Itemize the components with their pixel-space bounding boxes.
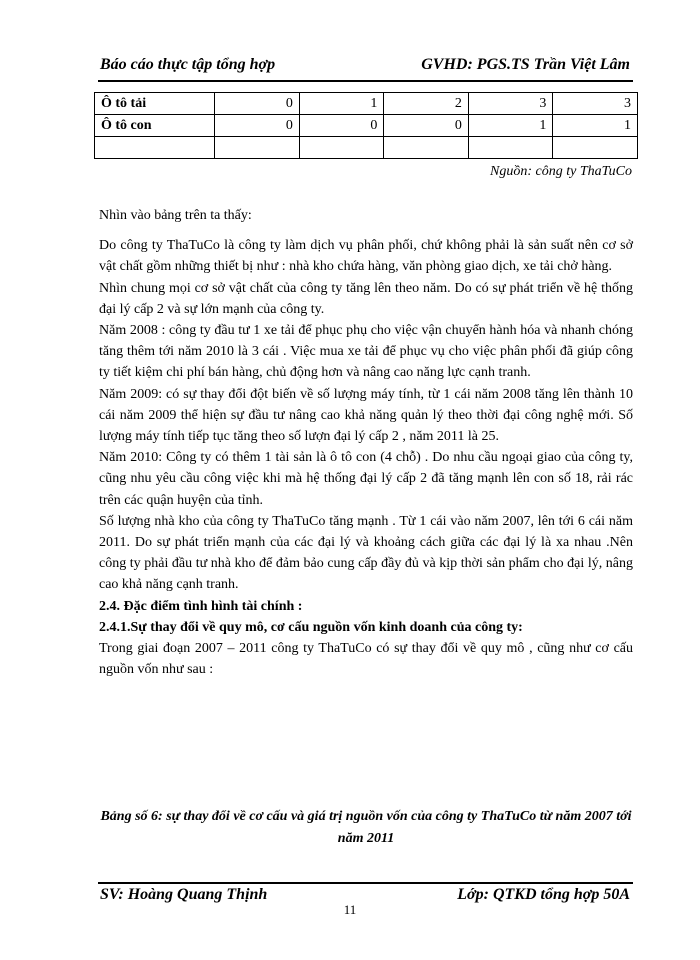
page-number: 11 bbox=[343, 902, 357, 917]
table-cell: 1 bbox=[553, 115, 638, 137]
header-supervisor: GVHD: PGS.TS Trần Việt Lâm bbox=[421, 56, 630, 73]
row-label: Ô tô con bbox=[95, 115, 215, 137]
table-cell: 1 bbox=[299, 93, 384, 115]
section-heading: 2.4. Đặc điểm tình hình tài chính : bbox=[99, 598, 303, 614]
table-row bbox=[95, 115, 638, 137]
footer-divider bbox=[98, 882, 633, 884]
paragraph: Năm 2010: Công ty có thêm 1 tài sản là ô tô con (4 chỗ) . Do nhu cầu ngoại giao của công ty, cũng nhu yêu cầu công việc khi mà hệ thống đại lý cấp 2 đã tăng mạnh lên con số 18, rải rác trên các quận huyện của tỉnh. bbox=[99, 450, 633, 508]
paragraph: Nhìn vào bảng trên ta thấy: bbox=[99, 208, 252, 223]
paragraph: Trong giai đoạn 2007 – 2011 công ty ThaTuCo có sự thay đổi về quy mô , cũng như cơ cấu nguồn vốn như sau : bbox=[99, 641, 633, 678]
table-cell: 0 bbox=[299, 115, 384, 137]
subsection-heading: 2.4.1.Sự thay đổi về quy mô, cơ cấu nguồn vốn kinh doanh của công ty: bbox=[99, 619, 523, 635]
table-row bbox=[95, 93, 638, 115]
table-cell bbox=[384, 137, 469, 159]
paragraph: Số lượng nhà kho của công ty ThaTuCo tăng mạnh . Từ 1 cái vào năm 2007, lên tới 6 cái năm 2011. Do sự phát triển mạnh của các đại lý và khoảng cách giữa các đại lý là xa nhau .Nên công ty phải đầu tư nhà kho để đảm bảo cung cấp đầy đủ và kịp thời sản phẩm cho đại lý, nâng cao khả năng cạnh tranh. bbox=[99, 513, 633, 593]
footer-class: Lớp: QTKD tổng hợp 50A bbox=[457, 886, 630, 903]
table-cell bbox=[299, 137, 384, 159]
row-label bbox=[95, 137, 215, 159]
paragraph: Năm 2009: có sự thay đổi đột biến về số lượng máy tính, từ 1 cái năm 2008 tăng lên thành 10 cái năm 2009 thể hiện sự đầu tư nâng cao khả năng quản lý theo thời đại công nghệ mới. Số lượng máy tính tiếp tục tăng theo số lượn đại lý cấp 2 , năm 2011 là 25. bbox=[99, 386, 633, 445]
paragraph: Do công ty ThaTuCo là công ty làm dịch vụ phân phối, chứ không phải là sản suất nên cơ sở vật chất gồm những thiết bị như : nhà kho chứa hàng, văn phòng giao dịch, xe tải chở hàng. bbox=[99, 238, 633, 275]
table-cell bbox=[468, 137, 553, 159]
table-cell bbox=[553, 137, 638, 159]
table-cell: 3 bbox=[468, 93, 553, 115]
row-label: Ô tô tải bbox=[95, 93, 215, 115]
paragraph: Năm 2008 : công ty đầu tư 1 xe tải để phục phụ cho việc vận chuyển hành hóa và nhanh chóng tăng thêm tới năm 2010 là 3 cái . Việc mua xe tải để phục vụ cho việc phân phối đã giúp công ty tiết kiệm chi phí bán hàng, chủ động hơn và nâng cao năng lực cạnh tranh. bbox=[99, 323, 633, 381]
table-cell: 3 bbox=[553, 93, 638, 115]
table-cell: 2 bbox=[384, 93, 469, 115]
table-cell bbox=[215, 137, 300, 159]
table-source: Nguồn: công ty ThaTuCo bbox=[490, 164, 632, 179]
footer-student: SV: Hoàng Quang Thịnh bbox=[100, 886, 268, 903]
table-cell: 0 bbox=[215, 115, 300, 137]
header-divider bbox=[98, 80, 633, 82]
table-cell: 1 bbox=[468, 115, 553, 137]
paragraph: Nhìn chung mọi cơ sở vật chất của công ty tăng lên theo năm. Do có sự phát triển về hệ thống đại lý cấp 2 và sự lớn mạnh của công ty. bbox=[99, 280, 633, 317]
table-caption: Bảng số 6: sự thay đổi về cơ cấu và giá trị nguồn vốn của công ty ThaTuCo từ năm 2007 tới năm 2011 bbox=[100, 809, 632, 846]
asset-table bbox=[94, 92, 638, 159]
header-report-title: Báo cáo thực tập tổng hợp bbox=[100, 56, 276, 73]
table-cell: 0 bbox=[384, 115, 469, 137]
table-cell: 0 bbox=[215, 93, 300, 115]
table-row-empty bbox=[95, 137, 638, 159]
body-text bbox=[99, 205, 633, 680]
